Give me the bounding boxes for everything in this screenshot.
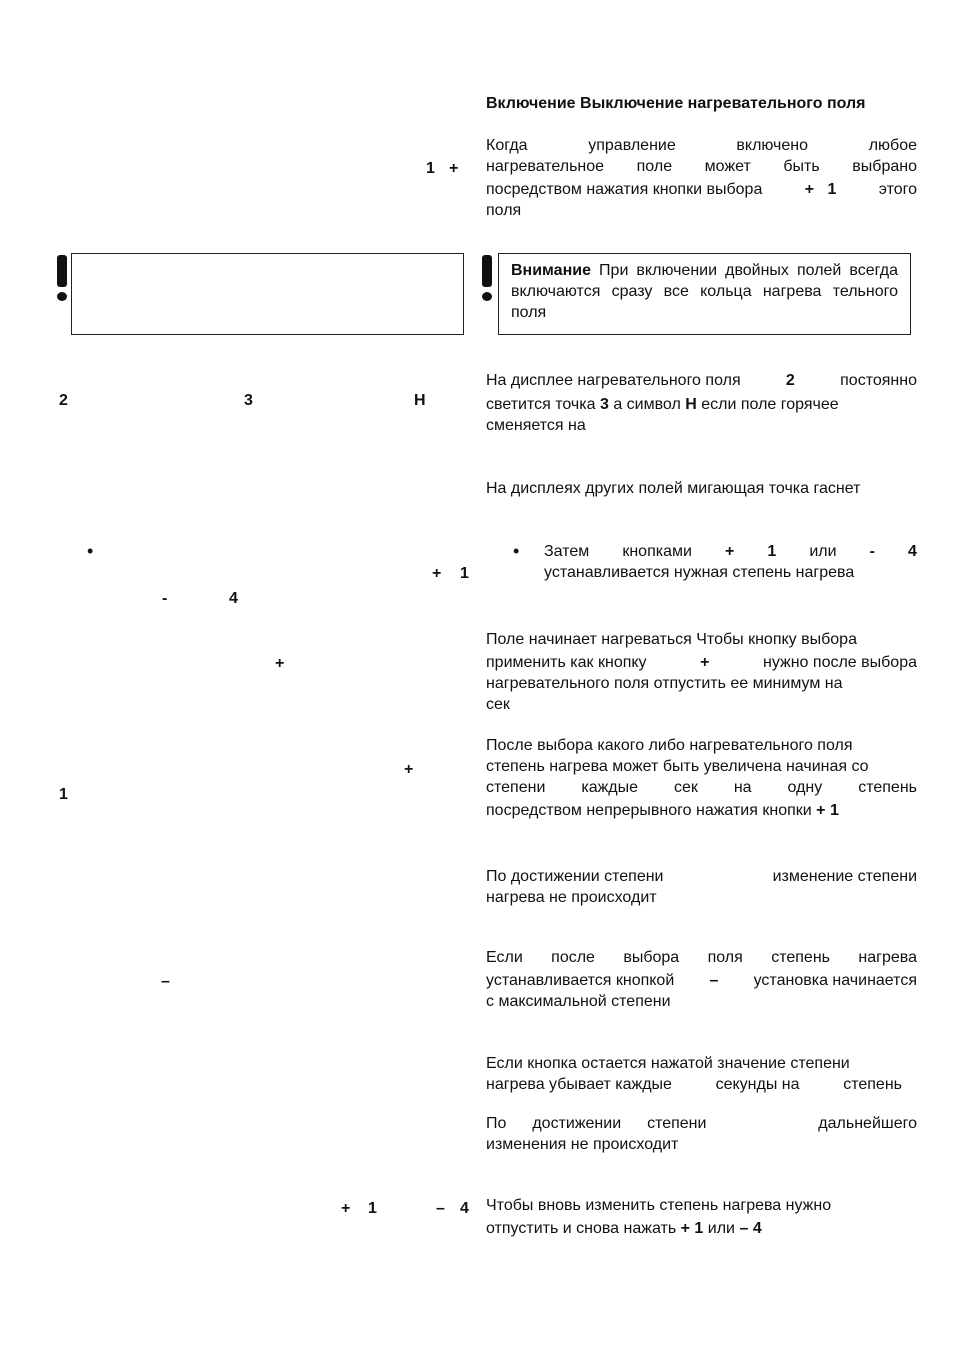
warning-body: При включении двойных полей всегда включаются сразу все кольца нагрева тельного поля [511,262,898,321]
text: светится точка [486,396,596,413]
p6-line2: нагрева не происходит [486,889,657,906]
word: на [733,779,752,796]
p8-line2 [486,1074,902,1095]
p5-line4 [486,800,917,821]
key-number-4: 4 [752,1220,762,1237]
plus-key-label: + [724,543,735,560]
left-marker-3: 3 [244,392,253,409]
paragraph-7 [486,947,917,1012]
word: нагревательное [486,158,605,175]
p7-line3: с максимальной степени [486,993,671,1010]
word: По [486,1115,507,1132]
key-number-1: 1 [767,543,777,560]
p4-line1: Поле начинает нагреваться Чтобы кнопку выбора [486,631,857,648]
minus-key-label: – [709,972,719,989]
p5-line3 [486,777,917,798]
left-marker-dash: – [161,973,170,990]
text: секунды на [715,1076,800,1093]
p9-line1 [486,1113,917,1134]
left-bullet: • [87,541,94,561]
text: степень [843,1076,902,1093]
text: отпустить и снова нажать [486,1220,677,1237]
marker-h: H [685,396,697,413]
p2-line3: сменяется на [486,417,586,434]
word: нагрева [858,949,917,966]
minus-key-label: – [739,1220,749,1237]
plus-key-label: + [804,181,815,198]
text: изменение степени [772,868,917,885]
paragraph-2 [486,370,917,436]
paragraph-9 [486,1113,917,1155]
p1-line1 [486,135,917,156]
text: или [809,543,837,560]
word: после [551,949,595,966]
p10-line2 [486,1218,917,1239]
word: выбора [623,949,680,966]
word: управление [588,137,676,154]
left-empty-box [71,253,464,335]
key-number-4: 4 [908,543,917,560]
p9-line2: изменения не происходит [486,1136,679,1153]
word: одну [787,779,823,796]
left-marker-plus-b: + [275,655,285,672]
text: если поле горячее [701,396,839,413]
plus-key-label: + [816,802,826,819]
warning-text [511,260,898,323]
word: сек [673,779,698,796]
paragraph-8 [486,1053,917,1095]
p4-line3: нагревательного поля отпустить ее минимум на [486,675,843,692]
paragraph-10 [486,1195,917,1239]
warning-label: Внимание [511,262,591,279]
bullet-line1 [544,541,917,562]
word: поля [707,949,743,966]
p5-line2: степень нагрева может быть увеличена начиная со [486,758,869,775]
left-marker-4-e: 4 [460,1200,469,1217]
paragraph-6 [486,866,917,908]
plus-key-label: + [700,654,710,671]
word: достижении [532,1115,622,1132]
text: этого [878,181,917,198]
left-marker-2: 2 [59,392,68,409]
bullet-item [544,541,917,583]
text: установка начинается [753,972,917,989]
p8-line1: Если кнопка остается нажатой значение степени [486,1055,850,1072]
bullet-line2: устанавливается нужная степень нагрева [544,564,855,581]
text: применить как кнопку [486,654,647,671]
text: нужно после выбора [763,654,917,671]
text: устанавливается кнопкой [486,972,675,989]
p10-line1: Чтобы вновь изменить степень нагрева нужно [486,1197,832,1214]
paragraph-5 [486,735,917,821]
p6-line1 [486,866,917,887]
paragraph-4 [486,629,917,715]
p7-line1 [486,947,917,968]
word: дальнейшего [818,1115,917,1132]
marker-3: 3 [599,396,609,413]
bullet-dot: • [513,541,520,561]
left-marker-plus: + [449,160,459,177]
p4-line4: сек [486,696,510,713]
word: степень [858,779,917,796]
p2-line2 [486,394,917,415]
p1-line4: поля [486,202,522,219]
word: любое [868,137,917,154]
p5-line1: После выбора какого либо нагревательного поля [486,737,853,754]
left-marker-1: 1 [426,160,435,177]
word: Если [486,949,523,966]
marker-2: 2 [785,372,795,389]
word: Когда [486,137,528,154]
left-marker-plus-c: + [404,761,414,778]
p1-line3 [486,179,917,200]
word: степени [486,779,546,796]
key-number-1: 1 [827,181,837,198]
key-number-1: 1 [829,802,839,819]
text: или [707,1220,735,1237]
text: посредством непрерывного нажатия кнопки [486,802,812,819]
left-marker-dash-e: – [436,1200,445,1217]
text: Затем [544,543,590,560]
p7-line2 [486,970,917,991]
warning-box [498,253,911,335]
paragraph-3: На дисплеях других полей мигающая точка гаснет [486,480,861,497]
word: выбрано [852,158,917,175]
word: степени [647,1115,707,1132]
text: а символ [613,396,681,413]
text: нагрева убывает каждые [486,1076,672,1093]
left-marker-plus-a: + [432,565,442,582]
left-marker-1-c: 1 [59,786,68,803]
word: включено [736,137,809,154]
left-marker-1-a: 1 [460,565,469,582]
word: быть [783,158,820,175]
word: каждые [581,779,639,796]
text: постоянно [840,372,917,389]
paragraph-1 [486,135,917,221]
text: По достижении степени [486,868,664,885]
word: может [704,158,751,175]
left-marker-minus-a: - [162,590,168,607]
section-title: Включение Выключение нагревательного поля [486,95,866,112]
left-marker-4-a: 4 [229,590,238,607]
word: степень [771,949,830,966]
p2-line1 [486,370,917,391]
text: посредством нажатия кнопки выбора [486,181,763,198]
left-marker-plus-e: + [341,1200,351,1217]
text: На дисплее нагревательного поля [486,372,741,389]
minus-key-label: - [869,543,875,560]
text: кнопками [622,543,692,560]
plus-key-label: + [680,1220,690,1237]
p1-line2 [486,156,917,177]
p4-line2 [486,652,917,673]
left-marker-1-e: 1 [368,1200,377,1217]
word: поле [636,158,673,175]
left-marker-h: H [414,392,426,409]
key-number-1: 1 [694,1220,704,1237]
